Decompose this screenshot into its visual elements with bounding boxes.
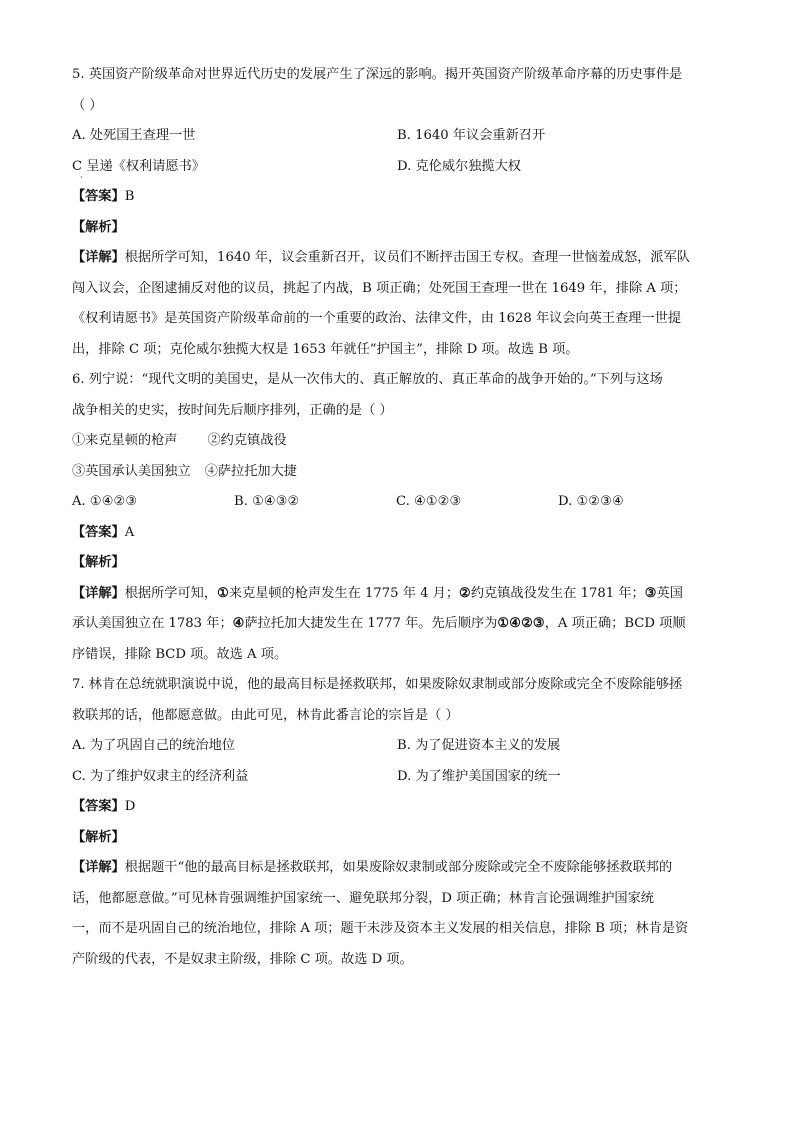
question-stem: 救联邦的话，他都愿意做。由此可见，林肯此番言论的宗旨是（ ） (72, 707, 459, 723)
sequence-result: ①④②③ (497, 616, 545, 631)
analysis-heading (72, 548, 722, 579)
event-item-3: ③英国承认美国独立 (72, 463, 191, 479)
option-a: A. 为了巩固自己的统治地位 (72, 738, 235, 753)
detail-text: 序错误，排除 BCD 项。故选 A 项。 (72, 646, 288, 662)
option-b: B. ①④③② (234, 494, 300, 509)
question-stem: 5. 英国资产阶级革命对世界近代历史的发展产生了深远的影响。揭开英国资产阶级革命序幕的历史事件是 (72, 67, 683, 82)
options-row (72, 762, 722, 793)
detail-text: 英国 (656, 585, 683, 601)
question-5 (72, 60, 722, 365)
analysis-tag: 【解析】 (72, 555, 125, 570)
analysis-tag: 【解析】 (72, 219, 125, 235)
option-d: D. 为了维护美国国家的统一 (397, 768, 561, 784)
answer-line (72, 518, 722, 549)
question-stem: 战争相关的史实，按时间先后顺序排列，正确的是（ ） (72, 402, 393, 418)
event-items-row (72, 457, 722, 488)
options-row (72, 152, 722, 183)
event-item-4: ④萨拉托加大捷 (204, 463, 297, 479)
detail-text: ，A 项正确；BCD 项顺 (544, 616, 686, 631)
detail-paragraph (72, 853, 722, 975)
option-c: C 呈递《权利请愿书》 (72, 158, 205, 174)
answer-tag: 【答案】 (72, 524, 125, 540)
detail-text: 产阶级的代表，不是奴隶主阶级，排除 C 项。故选 D 项。 (72, 951, 413, 967)
answer-value: A (124, 524, 135, 540)
answer-value: B (124, 189, 135, 204)
document-page (72, 60, 722, 975)
circled-number: ② (459, 585, 471, 601)
detail-text: 来克星顿的枪声发生在 1775 年 4 月； (228, 585, 460, 601)
stray-dot-mark: · (80, 172, 83, 182)
circled-number: ① (217, 585, 229, 601)
analysis-heading (72, 823, 722, 854)
detail-text: 闯入议会，企图逮捕反对他的议员，挑起了内战，B 项正确；处死国王查理一世在 1649 年，排除 A 项； (72, 280, 687, 296)
question-stem: 7. 林肯在总统就职演说中说，他的最高目标是拯救联邦，如果废除奴隶制或部分废除或完全不废除能够拯 (72, 677, 683, 692)
detail-paragraph (72, 579, 722, 671)
event-item-2: ②约克镇战役 (207, 433, 287, 448)
detail-tag: 【详解】 (72, 860, 125, 875)
options-row (72, 121, 722, 152)
answer-line (72, 182, 722, 213)
answer-tag: 【答案】 (72, 799, 125, 814)
option-c: C. 为了维护奴隶主的经济利益 (72, 768, 249, 784)
analysis-tag: 【解析】 (72, 829, 125, 845)
question-6 (72, 365, 722, 670)
option-d: D. ①②③④ (558, 494, 624, 509)
detail-text: 话，他都愿意做。”可见林肯强调维护国家统一、避免联邦分裂，D 项正确；林肯言论强调维护国家统 (72, 890, 654, 906)
option-a: A. 处死国王查理一世 (72, 128, 196, 143)
detail-text: 一，而不是巩固自己的统治地位，排除 A 项；题干未涉及资本主义发展的相关信息，排除 B 项；林肯是资 (72, 921, 689, 936)
detail-text: 承认美国独立在 1783 年； (72, 616, 233, 631)
option-a: A. ①④②③ (72, 494, 138, 509)
detail-text: 根据题干“他的最高目标是拯救联邦，如果废除奴隶制或部分废除或完全不废除能够拯救联邦的 (124, 860, 673, 875)
option-b: B. 1640 年议会重新召开 (397, 128, 546, 143)
detail-text: 根据所学可知，1640 年，议会重新召开，议员们不断抨击国王专权。查理一世恼羞成怒，派军队 (124, 250, 690, 265)
detail-paragraph (72, 243, 722, 365)
detail-text: 萨拉托加大捷发生在 1777 年。先后顺序为 (244, 616, 498, 631)
question-7 (72, 670, 722, 975)
answer-line (72, 792, 722, 823)
question-stem: 6. 列宁说：“现代文明的美国史，是从一次伟大的、真正解放的、真正革命的战争开始的。”下列与这场 (72, 372, 663, 387)
question-stem-bracket: （ ） (72, 97, 103, 113)
detail-tag: 【详解】 (72, 585, 125, 601)
options-row (72, 487, 722, 518)
answer-tag: 【答案】 (72, 189, 125, 204)
circled-number: ③ (644, 585, 657, 601)
answer-value: D (124, 799, 136, 814)
detail-text: 根据所学可知， (124, 585, 218, 601)
option-b: B. 为了促进资本主义的发展 (397, 738, 561, 753)
detail-text: 《权利请愿书》是英国资产阶级革命前的一个重要的政治、法律文件，由 1628 年议会向英王查理一世提 (72, 311, 682, 326)
detail-tag: 【详解】 (72, 250, 125, 265)
detail-text: 出，排除 C 项；克伦威尔独揽大权是 1653 年就任“护国主”，排除 D 项。故选 B 项。 (72, 341, 579, 357)
option-d: D. 克伦威尔独揽大权 (397, 158, 521, 174)
event-items-row (72, 426, 722, 457)
detail-text: 约克镇战役发生在 1781 年； (470, 585, 645, 601)
analysis-heading (72, 213, 722, 244)
option-c: C. ④①②③ (396, 494, 462, 509)
circled-number: ④ (232, 616, 245, 631)
options-row (72, 731, 722, 762)
event-item-1: ①来克星顿的枪声 (72, 433, 178, 448)
